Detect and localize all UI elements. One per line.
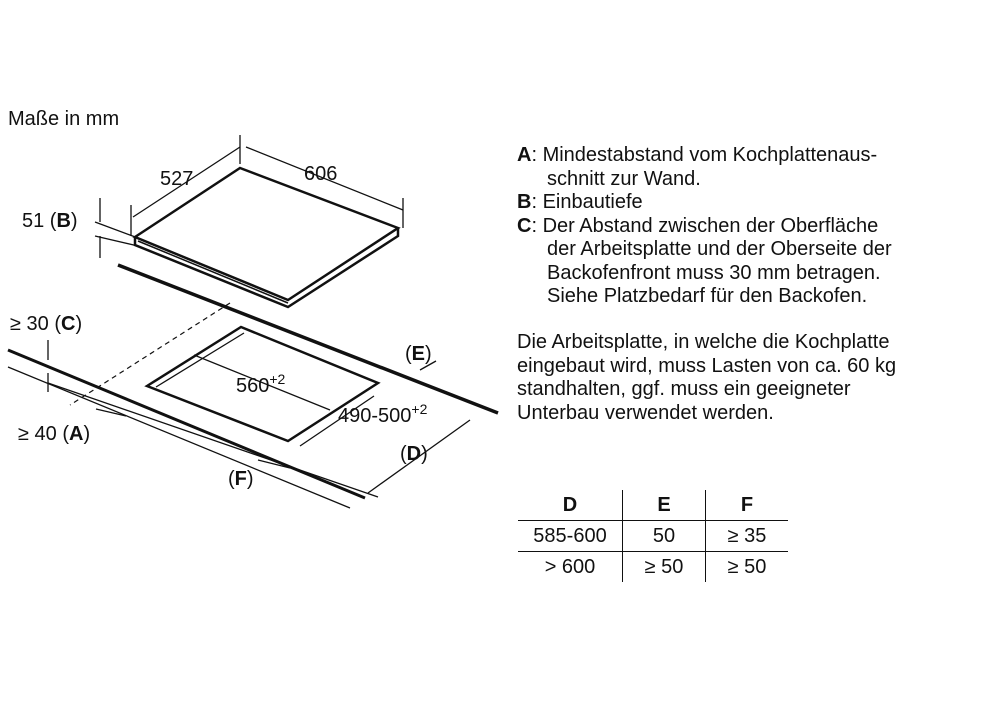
legend-item-a <box>517 144 987 191</box>
cutout-depth-value: 490-500 <box>338 405 412 427</box>
clearance-table <box>518 490 788 582</box>
label-c-key: C <box>61 313 76 335</box>
note-line: eingebaut wird, muss Lasten von ca. 60 kg <box>517 354 897 377</box>
cutout-depth-label <box>338 401 428 427</box>
projection-line <box>70 303 230 405</box>
note-line: standhalten, ggf. muss ein geeigneter <box>517 378 851 400</box>
legend-text: : Der Abstand zwischen der Oberfläche <box>531 214 879 237</box>
label-d-key: D <box>406 443 422 465</box>
table-row <box>518 521 788 552</box>
table-cell: ≥ 50 <box>706 552 789 583</box>
width-label: 606 <box>304 163 338 185</box>
table-header-cell: F <box>706 490 789 521</box>
legend <box>517 144 987 309</box>
label-f-close: ) <box>246 468 254 490</box>
table-cell: ≥ 35 <box>706 521 789 552</box>
label-d <box>400 443 428 465</box>
label-e-open: ( <box>405 343 412 365</box>
label-f <box>228 468 254 490</box>
label-c-close: ) <box>75 313 83 335</box>
label-a-text: ≥ 40 ( <box>18 423 69 445</box>
note-line: Unterbau verwendet werden. <box>517 401 774 424</box>
cutout-dimensions <box>194 355 374 446</box>
cutout-width-tolerance: +2 <box>269 371 286 387</box>
table-header-cell: D <box>562 493 578 516</box>
legend-key: C <box>517 214 532 237</box>
table-header-cell: E <box>623 490 706 521</box>
label-b-key: B <box>56 210 71 232</box>
table-cell: > 600 <box>544 555 596 578</box>
label-a <box>18 423 90 445</box>
units-label: Maße in mm <box>8 108 120 130</box>
legend-text: der Arbeitsplatte und der Oberseite der <box>547 238 892 260</box>
legend-text: : Mindestabstand vom Kochplattenaus- <box>531 144 878 166</box>
legend-key: B <box>517 191 532 213</box>
clearance-markers <box>48 340 290 468</box>
label-d-close: ) <box>421 443 428 465</box>
table-cell: 585-600 <box>533 524 607 547</box>
note-line: Die Arbeitsplatte, in welche die Kochplatte <box>517 331 890 353</box>
label-b <box>22 210 78 232</box>
label-a-key: A <box>69 423 84 445</box>
legend-text: Backofenfront muss 30 mm betragen. <box>547 261 881 284</box>
label-f-open: ( <box>228 468 235 490</box>
label-b-close: ) <box>70 210 78 232</box>
label-c <box>10 313 82 335</box>
legend-item-c <box>517 215 987 309</box>
depth-label: 527 <box>160 168 194 190</box>
label-e <box>405 343 432 365</box>
table-row <box>518 552 788 583</box>
cutout-depth-tolerance: +2 <box>411 401 428 417</box>
table-cell: ≥ 50 <box>623 552 706 583</box>
label-a-close: ) <box>83 423 91 445</box>
cutout-width-value: 560 <box>236 375 270 397</box>
label-e-close: ) <box>425 343 432 365</box>
legend-text: : Einbautiefe <box>531 191 643 213</box>
label-e-key: E <box>411 343 426 365</box>
label-f-key: F <box>234 468 247 490</box>
legend-text: Siehe Platzbedarf für den Backofen. <box>547 285 868 307</box>
label-c-text: ≥ 30 ( <box>10 313 61 335</box>
legend-key: A <box>517 144 532 166</box>
label-d-open: ( <box>400 443 407 465</box>
legend-item-b <box>517 191 987 215</box>
load-note <box>517 331 987 425</box>
table-cell: 50 <box>623 521 706 552</box>
table-header-row <box>518 490 788 521</box>
cutout-width-label <box>236 371 286 397</box>
label-b-text: 51 ( <box>22 210 57 232</box>
legend-text: schnitt zur Wand. <box>547 167 701 190</box>
